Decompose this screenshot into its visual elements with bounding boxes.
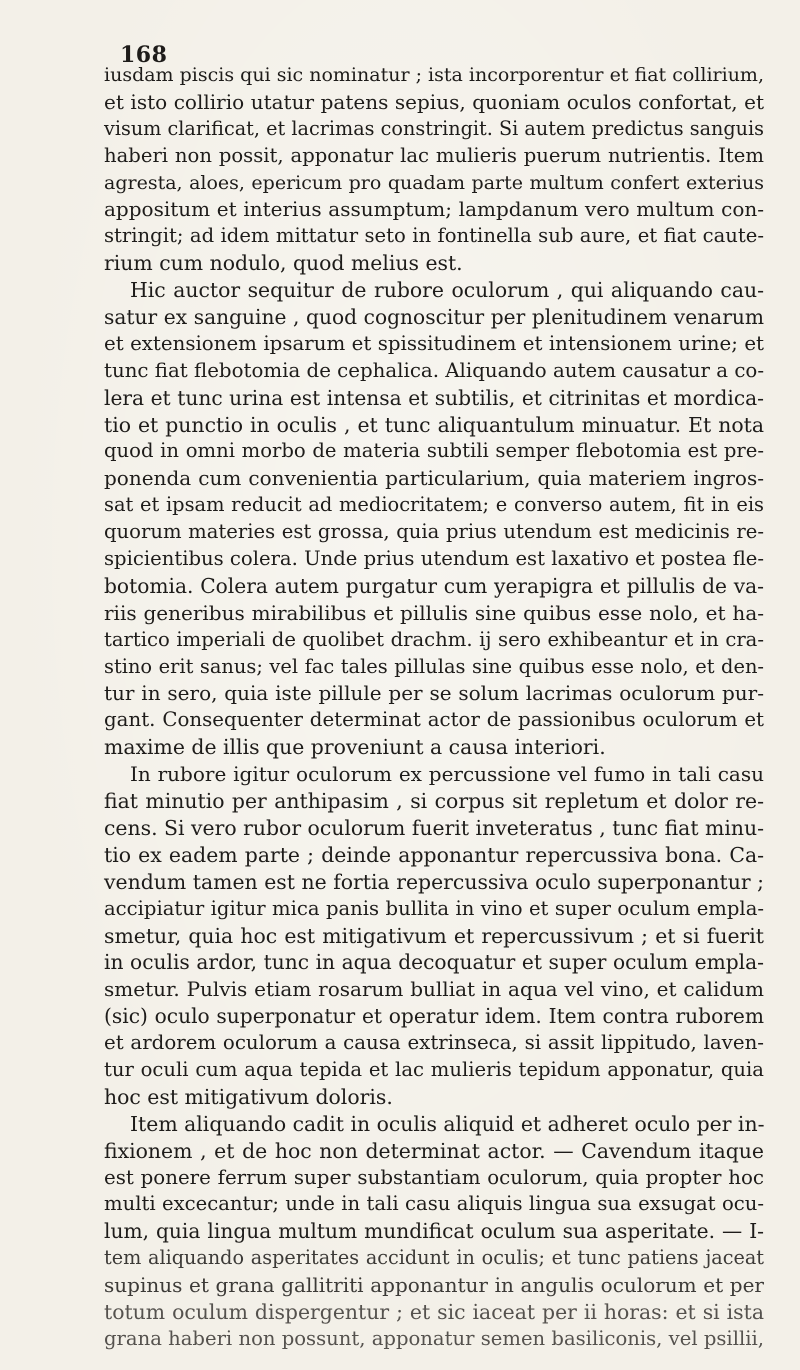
text-line: maxime de illis que proveniunt a causa interiori.	[104, 735, 606, 760]
text-line: grana haberi non possunt, apponatur semen basiliconis, vel psillii,	[104, 1326, 764, 1350]
text-line: riis generibus mirabilibus et pillulis sine quibus esse nolo, et ha-	[104, 600, 764, 625]
text-line: botomia. Colera autem purgatur cum yerapigra et pillulis de va-	[104, 573, 764, 598]
text-line: fiat minutio per anthipasim , si corpus sit repletum et dolor re-	[104, 789, 764, 814]
text-line: et isto collirio utatur patens sepius, quoniam oculos confortat, et	[104, 89, 764, 114]
text-line: satur ex sanguine , quod cognoscitur per plenitudinem venarum	[104, 305, 764, 330]
text-line: lum, quia lingua multum mundificat oculum sua asperitate. — I-	[104, 1219, 764, 1244]
text-line: (sic) oculo superponatur et operatur idem. Item contra ruborem	[104, 1004, 764, 1029]
text-line: vendum tamen est ne fortia repercussiva oculo superponantur ;	[104, 869, 764, 894]
text-line: totum oculum dispergentur ; et sic iaceat per ii horas: et si ista	[104, 1299, 764, 1324]
text-line: gant. Consequenter determinat actor de passionibus oculorum et	[104, 708, 764, 732]
text-line: quorum materies est grossa, quia prius utendum est medicinis re-	[104, 520, 764, 544]
text-line: agresta, aloes, epericum pro quadam parte multum confert exterius	[104, 171, 764, 194]
text-line: spicientibus colera. Unde prius utendum est laxativo et postea fle-	[104, 547, 764, 571]
text-line: stino erit sanus; vel fac tales pillulas sine quibus esse nolo, et den-	[104, 654, 764, 678]
text-line: tio et punctio in oculis , et tunc aliquantulum minuatur. Et nota	[104, 412, 764, 437]
text-line: tunc fiat flebotomia de cephalica. Aliquando autem causatur a co-	[104, 358, 764, 382]
body-text	[104, 62, 764, 1353]
text-line: visum clarificat, et lacrimas constringit. Si autem predictus sanguis	[104, 116, 764, 140]
text-line: iusdam piscis qui sic nominatur ; ista incorporentur et fiat collirium,	[104, 64, 764, 86]
text-line: appositum et interius assumptum; lampdanum vero multum con-	[104, 197, 764, 222]
text-line: quod in omni morbo de materia subtili semper flebotomia est pre-	[104, 439, 764, 463]
text-line: smetur. Pulvis etiam rosarum bulliat in aqua vel vino, et calidum	[104, 977, 764, 1002]
text-line: tartico imperiali de quolibet drachm. ij sero exhibeantur et in cra-	[104, 627, 764, 651]
text-line: In rubore igitur oculorum ex percussione vel fumo in tali casu	[130, 762, 764, 787]
text-line: sat et ipsam reducit ad mediocritatem; e converso autem, fit in eis	[104, 493, 764, 517]
text-line: Item aliquando cadit in oculis aliquid et adheret oculo per in-	[130, 1111, 765, 1136]
text-line: tur oculi cum aqua tepida et lac mulieris tepidum apponatur, quia	[104, 1057, 764, 1081]
text-line: rium cum nodulo, quod melius est.	[104, 251, 463, 276]
text-line: tem aliquando asperitates accidunt in oculis; et tunc patiens jaceat	[104, 1246, 764, 1270]
text-line: et extensionem ipsarum et spissitudinem et intensionem urine; et	[104, 331, 764, 355]
text-line: tio ex eadem parte ; deinde apponantur repercussiva bona. Ca-	[104, 842, 764, 867]
text-line: hoc est mitigativum doloris.	[104, 1084, 393, 1109]
text-line: lera et tunc urina est intensa et subtilis, et citrinitas et mordica-	[104, 385, 764, 410]
text-line: accipiatur igitur mica panis bullita in vino et super oculum empla-	[104, 896, 764, 920]
text-line: Hic auctor sequitur de rubore oculorum , qui aliquando cau-	[130, 278, 764, 303]
text-line: cens. Si vero rubor oculorum fuerit inveteratus , tunc fiat minu-	[104, 815, 765, 840]
text-line: fixionem , et de hoc non determinat actor. — Cavendum itaque	[104, 1138, 764, 1163]
text-line: multi excecantur; unde in tali casu aliquis lingua sua exsugat ocu-	[104, 1192, 764, 1216]
page-number: 168	[120, 42, 168, 68]
text-line: in oculis ardor, tunc in aqua decoquatur et super oculum empla-	[104, 950, 764, 975]
text-line: ponenda cum convenientia particularium, quia materiem ingros-	[104, 466, 764, 491]
text-line: et ardorem oculorum a causa extrinseca, si assit lippitudo, laven-	[104, 1031, 764, 1055]
text-line: smetur, quia hoc est mitigativum et repercussivum ; et si fuerit	[104, 923, 764, 948]
text-line: est ponere ferrum super substantiam oculorum, quia propter hoc	[104, 1165, 764, 1189]
text-line: supinus et grana gallitriti apponantur in angulis oculorum et per	[104, 1273, 764, 1298]
text-line: haberi non possit, apponatur lac mulieris puerum nutrientis. Item	[104, 143, 764, 167]
text-line: tur in sero, quia iste pillule per se solum lacrimas oculorum pur-	[104, 681, 764, 706]
text-line: stringit; ad idem mittatur seto in fontinella sub aure, et fiat caute-	[104, 224, 764, 248]
